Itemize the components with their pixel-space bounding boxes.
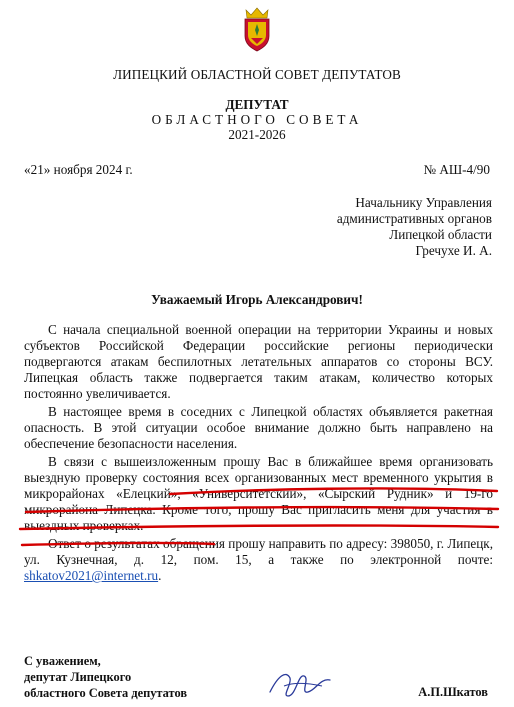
paragraph-contact	[24, 536, 493, 584]
council-title: ОБЛАСТНОГО СОВЕТА	[151, 112, 363, 127]
email-link[interactable]: shkatov2021@internet.ru	[24, 568, 159, 583]
contact-text: Ответ о результатах обращения прошу направить по адресу: 398050, г. Липецк, ул. Кузнечная, д. 12, пом. 15, а также по электронной почте:	[24, 536, 493, 567]
recipient-block	[337, 195, 492, 259]
closing-line: С уважением,	[24, 654, 101, 668]
recipient-line: Липецкой области	[389, 227, 492, 242]
greeting: Уважаемый Игорь Александрович!	[151, 292, 363, 307]
recipient-line: Гречухе И. А.	[415, 243, 492, 258]
recipient-line: административных органов	[336, 211, 492, 226]
handwritten-signature	[264, 666, 336, 702]
signature-block	[24, 653, 187, 701]
signer-position: областного Совета депутатов	[24, 686, 188, 700]
deputy-title: ДЕПУТАТ	[225, 97, 289, 112]
paragraph: В настоящее время в соседних с Липецкой областях объявляется ракетная опасность. В этой ситуации особое внимание должно быть направлено на обеспечение безопасности населения.	[24, 404, 493, 451]
paragraph: С начала специальной военной операции на территории Украины и новых субъектов Российской Федерации российские регионы периодически подвергаются атакам беспилотных летательных аппаратов со стороны ВСУ. Липецкая область также подвергается таким атакам, количество которых постоянно увеличивается.	[24, 322, 493, 401]
coat-of-arms-icon	[241, 6, 273, 52]
term-years: 2021-2026	[228, 127, 286, 142]
organization-name: ЛИПЕЦКИЙ ОБЛАСТНОЙ СОВЕТ ДЕПУТАТОВ	[113, 67, 401, 82]
recipient-line: Начальнику Управления	[355, 195, 492, 210]
letter-date: «21» ноября 2024 г.	[24, 162, 133, 177]
letter-body	[24, 322, 493, 586]
signer-position: депутат Липецкого	[24, 670, 132, 684]
letter-number: № АШ-4/90	[423, 162, 490, 177]
signer-name: А.П.Шкатов	[418, 685, 488, 699]
paragraph-highlighted: В связи с вышеизложенным прошу Вас в ближайшее время организовать выездную проверку состояния всех организованных мест временного укрытия в микрорайонах «Елецкий», «Университетский», «Сырский Рудник» и 19-го микрорайона Липецка. Кроме того, прошу Вас пригласить меня для участия в выездных проверках.	[24, 454, 493, 533]
contact-end: .	[158, 568, 162, 583]
